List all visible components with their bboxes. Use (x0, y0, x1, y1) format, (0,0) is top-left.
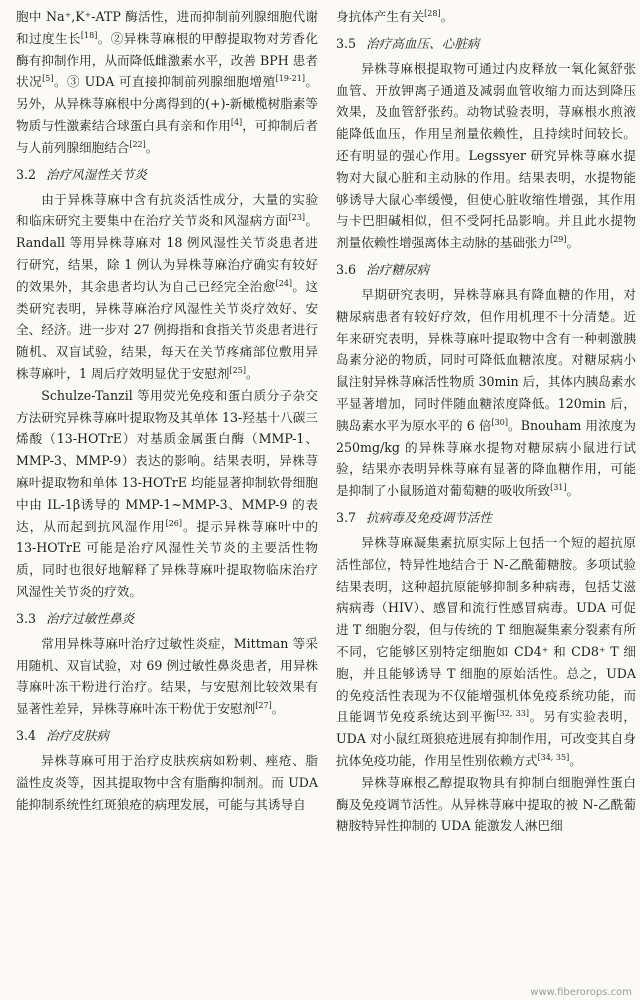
paragraph (336, 284, 636, 502)
paragraph-text: 。Bnouham 用浓度为 250mg/kg 的异株荨麻水提物对糖尿病小鼠进行试验，结果亦表明异株荨麻有显著的降血糖作用，可能是抑制了小鼠肠道对葡萄糖的吸收所致 (336, 417, 636, 499)
citation-ref: [19-21] (275, 74, 305, 84)
section-title: 治疗高血压、心脏病 (366, 35, 480, 51)
citation-ref: [31] (550, 482, 567, 492)
paragraph-text: 身抗体产生有关 (336, 9, 425, 24)
paragraph-text: Schulze-Tanzil 等用荧光免疫和蛋白质分子杂交方法研究异株荨麻叶提取物及其单体 13-羟基十八碳三烯酸（13-HOTrE）对基质金属蛋白酶（MMP-1、MMP-3、MMP-9）表达的影响。结果表明，异株荨麻叶提取物和单体 13-HOTrE 均能显著抑制软骨细胞中由 IL-1β诱导的 MMP-1~MMP-3、MMP-9 的表达，从而起到抗风湿作用 (16, 387, 318, 534)
paragraph (336, 6, 636, 28)
section-number: 3.6 (336, 261, 357, 277)
paragraph (16, 750, 318, 815)
paragraph-text: 。另外，从异株荨麻根中分离得到的(+)-新橄榄树脂素等物质与性激素结合球蛋白具有亲和作用 (16, 74, 318, 133)
section-title: 治疗皮肤病 (46, 727, 109, 743)
paragraph-text: ，可抑制后者与人前列腺细胞结合 (16, 117, 318, 155)
paragraph-text: 。这类研究表明，异株荨麻治疗风湿性关节炎疗效好、安全、经济。进一步对 27 例拇指和食指关节炎患者进行随机、双盲试验，结果，每天在关节疼痛部位敷用异株荨麻叶，1 周后疗效明显优于安慰剂 (16, 278, 318, 381)
left-column (16, 0, 318, 1000)
section-title: 治疗过敏性鼻炎 (46, 610, 135, 626)
citation-ref: [29] (550, 234, 567, 244)
section-heading (16, 165, 318, 185)
citation-ref: [4] (230, 117, 243, 127)
section-heading (336, 260, 636, 280)
paragraph-text: 异株荨麻凝集素抗原实际上包括一个短的超抗原活性部位，特异性地结合于 N-乙酰葡糖胺。多项试验结果表明，这种超抗原能够抑制多种病毒，包括艾滋病病毒（HIV）、感冒和流行性感冒病毒。UDA 可促进 T 细胞分裂，但与传统的 T 细胞凝集素分裂素有所不同，它能够区别特定细胞如 CD4⁺ 和 CD8⁺ T 细胞，并且能够诱导 T 细胞的原始活性。总之，UDA 的免疫活性表现为不仅能增强机体免疫系统功能，而且能调节免疫系统达到平衡 (336, 534, 636, 725)
right-column (336, 0, 636, 1000)
paragraph (16, 385, 318, 603)
paragraph-text: 早期研究表明，异株荨麻具有降血糖的作用，对糖尿病患者有较好疗效，但作用机理不十分清楚。近年来研究表明，异株荨麻叶提取物中含有一种刺激胰岛素分泌的物质，同时可降低血糖浓度。对糖尿病小鼠注射异株荨麻活性物质 30min 后，其体内胰岛素水平显著增加，同时伴随血糖浓度降低。120min 后，胰岛素水平为原水平的 6 倍 (336, 286, 636, 433)
section-number: 3.3 (16, 610, 37, 626)
citation-ref: [32, 33] (496, 709, 530, 719)
paragraph (336, 772, 636, 837)
paragraph-text: 。 (145, 139, 159, 155)
paragraph (16, 6, 318, 159)
paragraph-text: 。 (245, 365, 259, 381)
paragraph-text: 异株荨麻根乙醇提取物具有抑制白细胞弹性蛋白酶及免疫调节活性。从异株荨麻中提取的被 N-乙酰葡糖胺特异性抑制的 UDA 能激发人淋巴细 (336, 774, 636, 834)
citation-ref: [24] (275, 278, 293, 288)
citation-ref: [34, 35] (537, 752, 570, 762)
paragraph-text: 。 (271, 701, 285, 717)
paragraph-text: 。 (569, 752, 582, 768)
paragraph (16, 633, 318, 720)
paragraph (336, 532, 636, 772)
citation-ref: [23] (288, 213, 306, 223)
paragraph-text: 常用异株荨麻叶治疗过敏性炎症，Mittman 等采用随机、双盲试验，对 69 例过敏性鼻炎患者，用异株荨麻叶冻干粉进行治疗。结果，与安慰剂比较效果有显著性差异，异株荨麻叶冻干粉优于安慰剂 (16, 635, 318, 717)
paragraph-text: 。 (566, 235, 580, 251)
paragraph (336, 58, 636, 254)
paragraph-text: 。 (440, 9, 454, 24)
section-title: 治疗糖尿病 (366, 261, 429, 277)
paragraph-text: 。 (566, 483, 580, 499)
paragraph-text: 。提示异株荨麻叶中的 13-HOTrE 可能是治疗风湿性关节炎的主要活性物质，同时也很好地解释了异株荨麻叶提取物临床治疗风湿性关节炎的疗效。 (16, 518, 318, 599)
section-heading (336, 34, 636, 54)
watermark: www.fiberorops.com (530, 987, 632, 998)
paragraph (16, 189, 318, 385)
citation-ref: [18] (80, 30, 98, 40)
section-title: 抗病毒及免疫调节活性 (366, 509, 492, 525)
paragraph-text: 异株荨麻可用于治疗皮肤疾病如粉刺、痤疮、脂溢性皮炎等，因其提取物中含有脂酶抑制剂。而 UDA 能抑制系统性红斑狼疮的病理发展，可能与其诱导自 (16, 752, 318, 812)
paragraph-text: 异株荨麻根提取物可通过内皮释放一氧化氮舒张血管、开放钾离子通道及减弱血管收缩力而达到降压效果，及血管舒张药。动物试验表明，荨麻根水煎液能降低血压，作用呈剂量依赖性，且持续时间较长。还有明显的强心作用。Legssyer 研究异株荨麻水提物对大鼠心脏和主动脉的作用。结果表明，水提物能够诱导大鼠心率缓慢，但使心脏收缩性增强，其作用与卡巴胆碱相似，但不受阿托品影响。并且此水提物剂量依赖性增强离体主动脉的基础张力 (336, 60, 636, 251)
citation-ref: [30] (491, 417, 508, 427)
section-title: 治疗风湿性关节炎 (46, 166, 147, 182)
citation-ref: [22] (129, 139, 146, 149)
paragraph-text: 。②异株荨麻根的甲醇提取物对芳香化酶有抑制作用，从而降低雌激素水平，改善 BPH 患者状况 (16, 30, 318, 90)
paragraph-text: 。另有实验表明，UDA 对小鼠红斑狼疮进展有抑制作用，可改变其自身抗体免疫功能，作用呈性别依赖方式 (336, 709, 636, 768)
paragraph-text: 胞中 Na⁺,K⁺-ATP 酶活性，进而抑制前列腺细胞代谢和过度生长 (16, 9, 318, 46)
citation-ref: [28] (424, 8, 441, 18)
section-heading (16, 609, 318, 629)
section-number: 3.7 (336, 509, 357, 525)
paragraph-text: 。Randall 等用异株荨麻对 18 例风湿性关节炎患者进行研究，结果，除 1 例认为异株荨麻治疗确实有较好的效果外，其余患者均认为自己已经完全治愈 (16, 213, 318, 294)
section-heading (16, 726, 318, 746)
section-heading (336, 508, 636, 528)
section-number: 3.2 (16, 166, 37, 182)
citation-ref: [26] (165, 518, 183, 528)
paragraph-text: 由于异株荨麻中含有抗炎活性成分，大量的实验和临床研究主要集中在治疗关节炎和风湿病方面 (16, 191, 318, 229)
citation-ref: [25] (229, 365, 246, 375)
citation-ref: [5] (42, 74, 54, 84)
paragraph-text: 。③ UDA 可直接抑制前列腺细胞增殖 (53, 74, 276, 90)
section-number: 3.4 (16, 727, 37, 743)
citation-ref: [27] (255, 700, 272, 710)
section-number: 3.5 (336, 35, 357, 51)
